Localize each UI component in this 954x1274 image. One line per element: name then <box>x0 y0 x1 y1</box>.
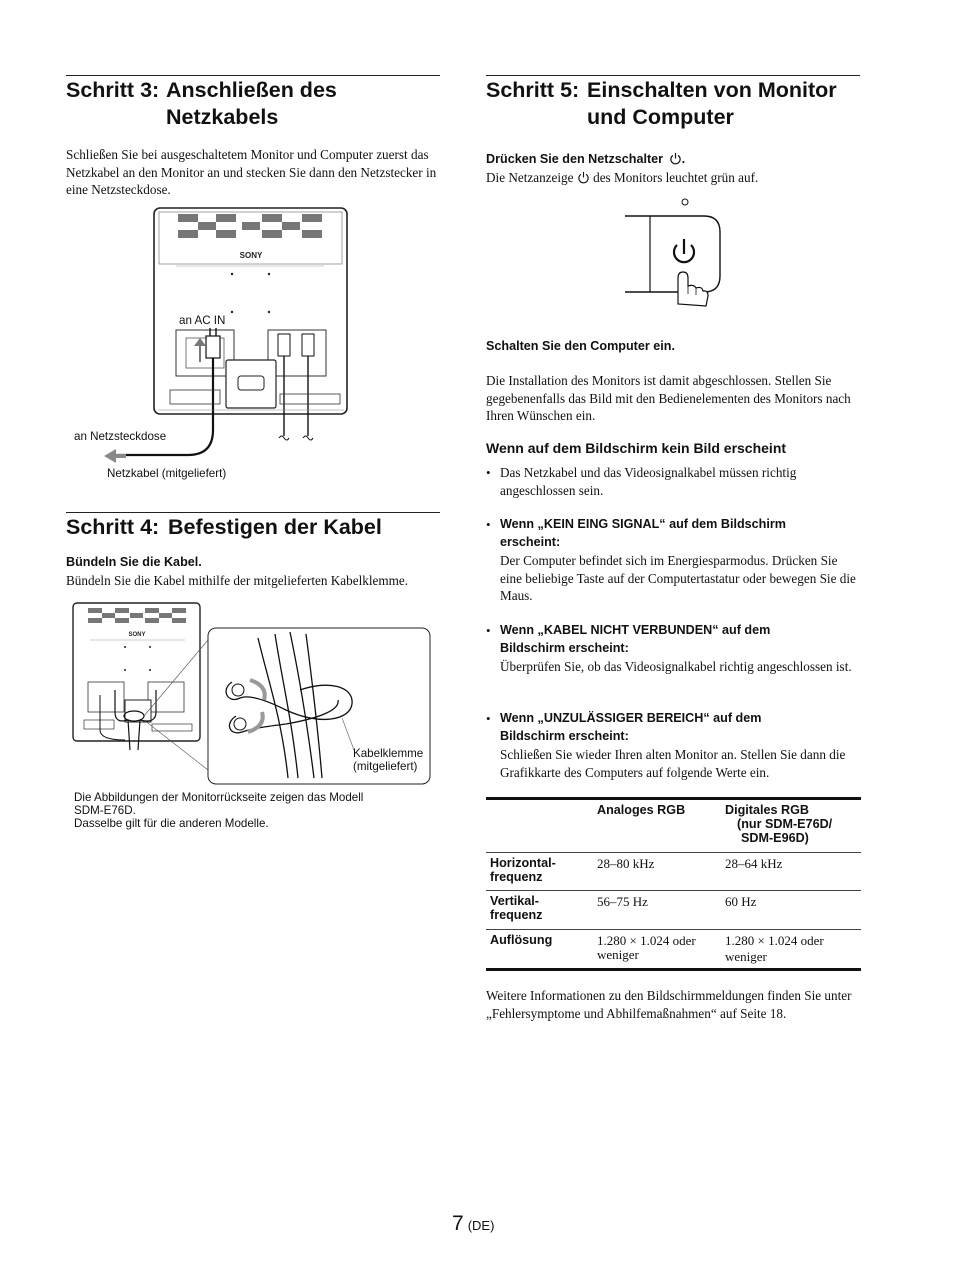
install-done-text: Die Installation des Monitors ist damit abgeschlossen. Stellen Sie gegebenenfalls das Bild mit den Bedienelementen des Monitors nach Ihren Wünschen ein. <box>486 373 851 423</box>
step4-text: Bündeln Sie die Kabel mithilfe der mitgelieferten Kabelklemme. <box>66 573 409 588</box>
row3-label: Auflösung <box>490 933 553 947</box>
power-indicator-text-b: des Monitors leuchtet grün auf. <box>593 170 759 185</box>
page-footer <box>452 1212 494 1236</box>
label-ac-in: an AC IN <box>179 314 226 327</box>
row2-digital: 60 Hz <box>725 894 757 909</box>
bullet1-text: Das Netzkabel und das Videosignalkabel müssen richtig angeschlossen sein. <box>500 465 797 498</box>
step5-heading <box>486 77 860 133</box>
more-info-text: Weitere Informationen zu den Bildschirmmeldungen finden Sie unter „Fehlersymptome und Abhilfemaßnahmen“ auf Seite 18. <box>486 988 852 1021</box>
step5-title-line1: Einschalten von Monitor <box>587 78 837 102</box>
step4-heading <box>66 514 440 542</box>
power-icon <box>669 152 682 165</box>
table-header-digital-3: SDM-E96D) <box>741 831 809 845</box>
step5-title-line2: und Computer <box>587 105 734 129</box>
power-indicator-text-a: Die Netzanzeige <box>486 170 574 185</box>
page-number: 7 <box>452 1212 464 1235</box>
bullet-dot-1: • <box>486 465 491 480</box>
step3-title-line2: Netzkabels <box>166 105 279 129</box>
bullet4-text: Schließen Sie wieder Ihren alten Monitor an. Stellen Sie dann die Grafikkarte des Computers auf folgende Werte ein. <box>500 747 846 780</box>
table-header-analog: Analoges RGB <box>597 803 686 817</box>
bullet2-text: Der Computer befindet sich im Energiesparmodus. Drücken Sie eine beliebige Taste auf der Computertastatur oder bewegen Sie die Maus. <box>500 553 856 603</box>
step4-subheading: Bündeln Sie die Kabel. <box>66 555 202 569</box>
power-indicator-icon <box>577 171 590 184</box>
power-indicator-text <box>486 169 758 187</box>
table-header-digital-2: (nur SDM-E76D/ <box>737 817 833 831</box>
row1-label-2: frequenz <box>490 870 543 884</box>
label-socket: an Netzsteckdose <box>74 430 167 443</box>
row1-label-1: Horizontal- <box>490 856 556 870</box>
row3-digital-1: 1.280 × 1.024 oder <box>725 933 824 948</box>
step3-number: Schritt 3: <box>66 78 160 102</box>
power-button-figure <box>620 192 730 312</box>
step4-number: Schritt 4: <box>66 515 160 539</box>
table-bottom-rule <box>486 968 861 971</box>
table-header-digital-1: Digitales RGB <box>725 803 809 817</box>
step3-text: Schließen Sie bei ausgeschaltetem Monitor und Computer zuerst das Netzkabel an den Monitor an und stecken Sie dann den Netzstecker in eine Netzsteckdose. <box>66 147 437 197</box>
sony-logo-step4: SONY <box>128 632 146 638</box>
page-lang: (DE) <box>467 1218 495 1233</box>
row3-analog-1: 1.280 × 1.024 oder <box>597 933 696 948</box>
bullet4-heading: Wenn „UNZULÄSSIGER BEREICH“ auf dem Bildschirm erscheint: <box>500 711 762 743</box>
spec-table <box>486 797 861 973</box>
bullet3-text: Überprüfen Sie, ob das Videosignalkabel richtig angeschlossen ist. <box>500 659 852 674</box>
figure-note-line3: Dasselbe gilt für die anderen Modelle. <box>74 817 269 830</box>
step3-rule <box>66 75 440 76</box>
monitor-back-power-figure <box>66 200 366 490</box>
table-rule-2 <box>486 890 861 891</box>
bullet3-heading: Wenn „KABEL NICHT VERBUNDEN“ auf dem Bildschirm erscheint: <box>500 623 771 655</box>
table-top-rule <box>486 797 861 800</box>
bullet-dot-3: • <box>486 623 491 638</box>
row3-analog-2: weniger <box>597 947 639 962</box>
label-clamp-line2: (mitgeliefert) <box>353 760 418 773</box>
row3-digital-2: weniger <box>725 949 767 964</box>
press-power-heading-text: Drücken Sie den Netzschalter <box>486 152 664 166</box>
figure-note-line1: Die Abbildungen der Monitorrückseite zeigen das Modell <box>74 791 364 804</box>
row2-analog: 56–75 Hz <box>597 894 648 909</box>
label-clamp-line1: Kabelklemme <box>353 747 424 760</box>
bullet-dot-2: • <box>486 517 491 532</box>
bullet2-heading: Wenn „KEIN EING SIGNAL“ auf dem Bildschirm erscheint: <box>500 517 786 549</box>
step4-rule <box>66 512 440 513</box>
press-power-heading: Drücken Sie den Netzschalter . <box>486 152 686 166</box>
step4-title: Befestigen der Kabel <box>168 515 382 539</box>
row2-label-1: Vertikal- <box>490 894 540 908</box>
row2-label-2: frequenz <box>490 908 543 922</box>
label-power-cable: Netzkabel (mitgeliefert) <box>107 467 227 480</box>
bullet-dot-4: • <box>486 711 491 726</box>
row1-analog: 28–80 kHz <box>597 856 655 871</box>
figure-note-line2: SDM-E76D. <box>74 804 136 817</box>
step3-title-line1: Anschließen des <box>166 78 337 102</box>
no-image-heading: Wenn auf dem Bildschirm kein Bild erscheint <box>486 440 787 456</box>
step5-rule <box>486 75 860 76</box>
row1-digital: 28–64 kHz <box>725 856 783 871</box>
table-rule-3 <box>486 929 861 930</box>
step3-heading <box>66 77 440 133</box>
step5-number: Schritt 5: <box>486 78 580 102</box>
computer-on-heading: Schalten Sie den Computer ein. <box>486 339 675 353</box>
table-rule-1 <box>486 852 861 853</box>
sony-logo-step3: SONY <box>239 251 263 260</box>
